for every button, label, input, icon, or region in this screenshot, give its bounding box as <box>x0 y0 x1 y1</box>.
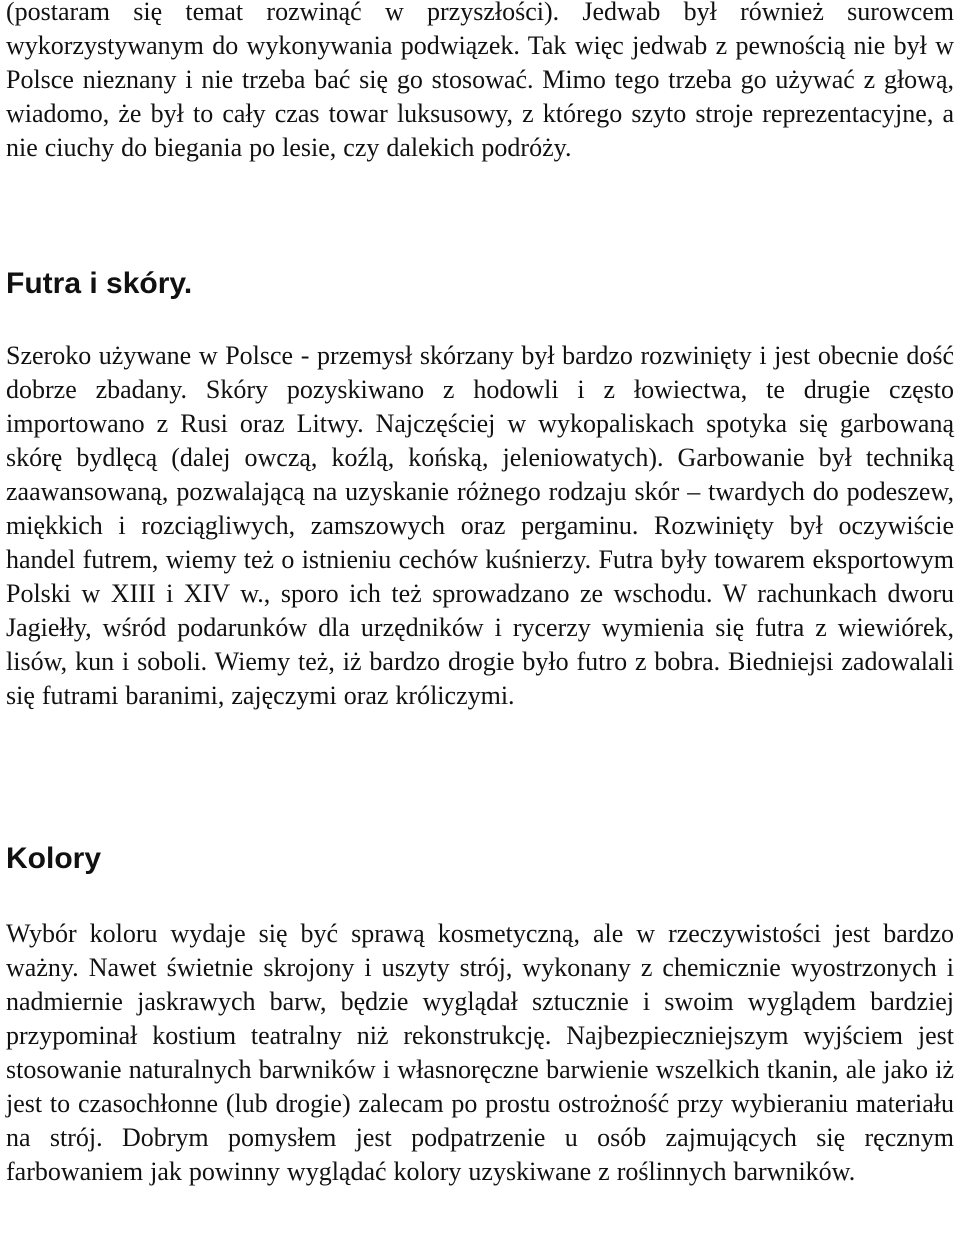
section-paragraph-colors: Wybór koloru wydaje się być sprawą kosmetyczną, ale w rzeczywistości jest bardzo ważny. Nawet świetnie skrojony i uszyty strój, wykonany z chemicznie wyostrzonych i nadmiernie jaskrawych barw, będzie wyglądał sztucznie i swoim wyglądem bardziej przypominał kostium teatralny niż rekonstrukcję. Najbezpieczniejszym wyjściem jest stosowanie naturalnych barwników i własnoręczne barwienie wszelkich tkanin, ale jako iż jest to czasochłonne (lub drogie) zalecam po prostu ostrożność przy wybieraniu materiału na strój. Dobrym pomysłem jest podpatrzenie u osób zajmujących się ręcznym farbowaniem jak powinny wyglądać kolory uzyskiwane z roślinnych barwników. <box>6 919 954 1186</box>
section-heading-furs: Futra i skóry. <box>6 267 193 300</box>
section-heading-colors: Kolory <box>6 842 102 875</box>
intro-paragraph: (postaram się temat rozwinąć w przyszłości). Jedwab był również surowcem wykorzystywanym do wykonywania podwiązek. Tak więc jedwab z pewnością nie był w Polsce nieznany i nie trzeba bać się go stosować. Mimo tego trzeba go używać z głową, wiadomo, że był to cały czas towar luksusowy, z którego szyto stroje reprezentacyjne, a nie ciuchy do biegania po lesie, czy dalekich podróży. <box>6 0 954 162</box>
section-paragraph-furs: Szeroko używane w Polsce - przemysł skórzany był bardzo rozwinięty i jest obecnie dość dobrze zbadany. Skóry pozyskiwano z hodowli i z łowiectwa, te drugie często importowano z Rusi oraz Litwy. Najczęściej w wykopaliskach spotyka się garbowaną skórę bydlęcą (dalej owczą, koźlą, końską, jeleniowatych). Garbowanie był techniką zaawansowaną, pozwalającą na uzyskanie różnego rodzaju skór – twardych do podeszew, miękkich i rozciągliwych, zamszowych oraz pergaminu. Rozwinięty był oczywiście handel futrem, wiemy też o istnieniu cechów kuśnierzy. Futra były towarem eksportowym Polski w XIII i XIV w., sporo ich też sprowadzano ze wschodu. W rachunkach dworu Jagiełły, wśród podarunków dla urzędników i rycerzy wymienia się futra z wiewiórek, lisów, kun i soboli. Wiemy też, iż bardzo drogie było futro z bobra. Biedniejsi zadowalali się futrami baranimi, zajęczymi oraz króliczymi. <box>6 341 954 710</box>
